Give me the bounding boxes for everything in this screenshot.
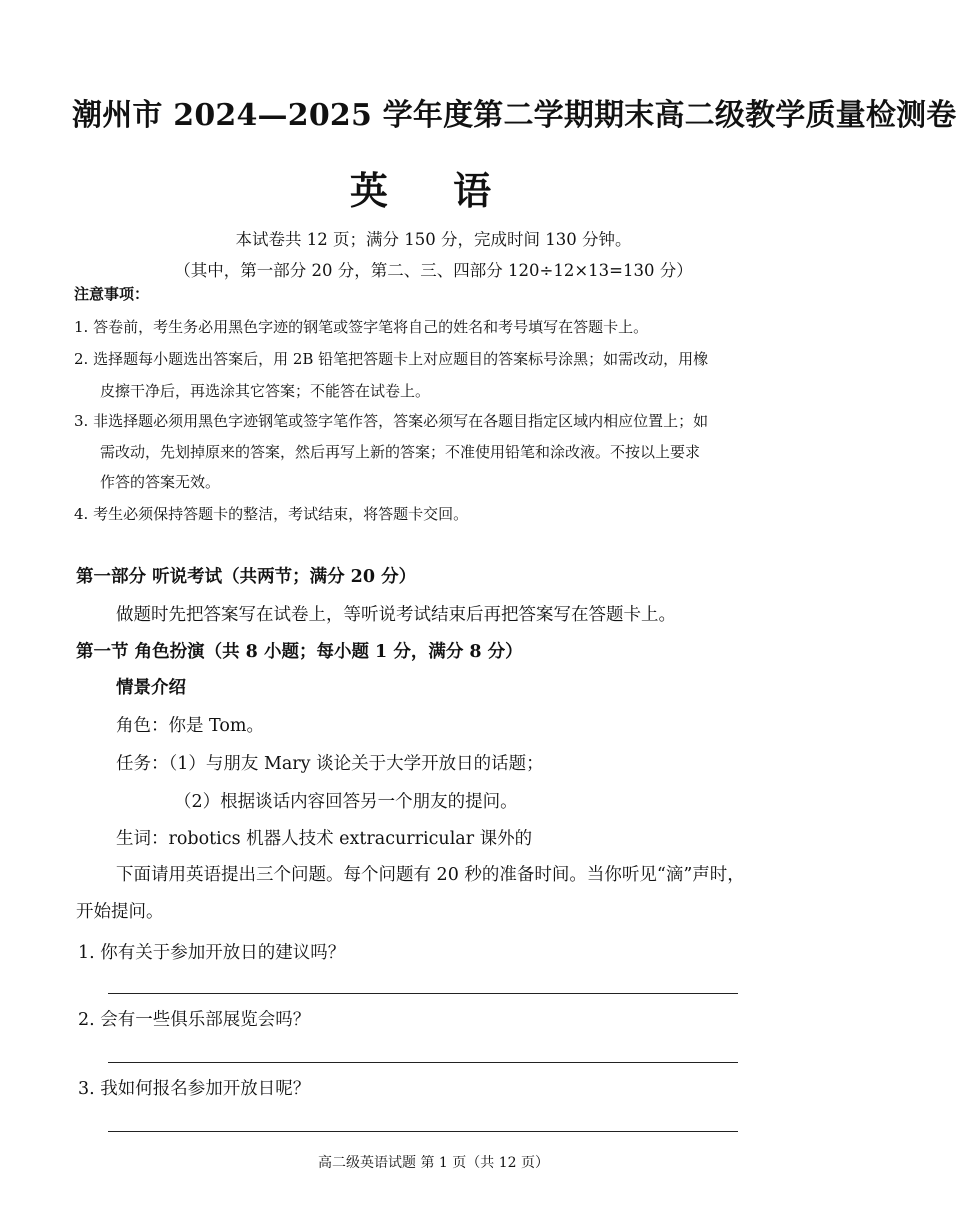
task-1-line: 任务：（1）与朋友 Mary 谈论关于大学开放日的话题； xyxy=(116,754,544,774)
question-3: 3. 我如何报名参加开放日呢？ xyxy=(78,1079,311,1099)
answer-line-3[interactable] xyxy=(108,1131,738,1132)
part1-intro: 做题时先把答案写在试卷上，等听说考试结束后再把答案写在答题卡上。 xyxy=(116,605,676,625)
note-item: 1. 答卷前，考生务必用黑色字迹的钢笔或签字笔将自己的姓名和考号填写在答题卡上。 xyxy=(74,318,649,336)
scenario-title: 情景介绍 xyxy=(116,678,186,698)
answer-line-2[interactable] xyxy=(108,1062,738,1063)
vocabulary-line: 生词：robotics 机器人技术 extracurricular 课外的 xyxy=(116,829,533,849)
exam-info-line-2: （其中，第一部分 20 分，第二、三、四部分 120÷12×13=130 分） xyxy=(174,261,693,280)
instruction-line-2: 开始提问。 xyxy=(76,902,164,922)
notes-title: 注意事项： xyxy=(74,285,150,303)
note-item: 4. 考生必须保持答题卡的整洁，考试结束，将答题卡交回。 xyxy=(74,505,469,523)
note-item: 3. 非选择题必须用黑色字迹钢笔或签字笔作答，答案必须写在各题目指定区域内相应位置上；如 xyxy=(74,412,709,430)
note-item-continued: 作答的答案无效。 xyxy=(100,473,221,491)
question-1: 1. 你有关于参加开放日的建议吗？ xyxy=(78,943,346,963)
exam-title: 潮州市 2024—2025 学年度第二学期期末高二级教学质量检测卷 xyxy=(72,98,956,133)
note-item-continued: 需改动，先划掉原来的答案，然后再写上新的答案；不准使用铅笔和涂改液。不按以上要求 xyxy=(100,443,701,461)
page-footer: 高二级英语试题 第 1 页（共 12 页） xyxy=(318,1155,549,1171)
instruction-line-1: 下面请用英语提出三个问题。每个问题有 20 秒的准备时间。当你听见“滴”声时， xyxy=(116,865,745,885)
exam-info-line-1: 本试卷共 12 页；满分 150 分，完成时间 130 分钟。 xyxy=(235,230,632,249)
section1-heading: 第一节 角色扮演（共 8 小题；每小题 1 分，满分 8 分） xyxy=(76,642,523,662)
answer-line-1[interactable] xyxy=(108,993,738,994)
note-item-continued: 皮擦干净后，再选涂其它答案；不能答在试卷上。 xyxy=(100,382,431,400)
note-item: 2. 选择题每小题选出答案后，用 2B 铅笔把答题卡上对应题目的答案标号涂黑；如需改动，用橡 xyxy=(74,350,709,368)
part1-heading: 第一部分 听说考试（共两节；满分 20 分） xyxy=(76,567,417,587)
question-2: 2. 会有一些俱乐部展览会吗？ xyxy=(78,1010,311,1030)
subject-title: 英 语 xyxy=(349,168,518,213)
task-2-line: （2）根据谈话内容回答另一个朋友的提问。 xyxy=(174,792,518,812)
role-line: 角色：你是 Tom。 xyxy=(116,716,265,736)
